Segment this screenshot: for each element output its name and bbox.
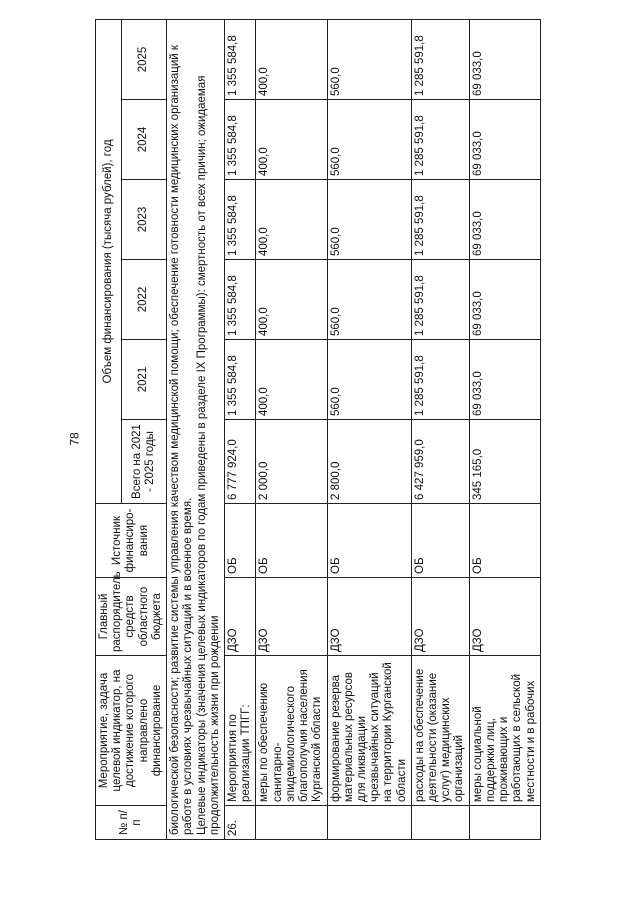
row-num: [411, 806, 469, 840]
header-2025: 2025: [122, 19, 167, 99]
header-source: Источник финансиро-вания: [96, 504, 167, 578]
row-source: ОБ: [411, 504, 469, 578]
row-total: 2 800,0: [327, 420, 411, 504]
row-manager: ДЗО: [327, 578, 411, 656]
rotated-sheet: [95, 20, 605, 840]
row-manager: ДЗО: [256, 578, 327, 656]
header-total: Всего на 2021 - 2025 годы: [122, 420, 167, 504]
header-2024: 2024: [122, 100, 167, 180]
header-num: № п/п: [96, 806, 167, 840]
row-2021: 1 355 584,8: [224, 340, 255, 420]
row-2024: 69 033,0: [469, 100, 540, 180]
row-num: 26.: [224, 806, 255, 840]
row-manager: ДЗО: [224, 578, 255, 656]
row-num: [327, 806, 411, 840]
row-source: ОБ: [224, 504, 255, 578]
financing-table: [95, 19, 541, 840]
header-2022: 2022: [122, 260, 167, 340]
row-measure: формирование резерва материальных ресурсов для ликвидации чрезвычайных ситуаций на территории Курганской области: [327, 656, 411, 806]
row-total: 6 777 924,0: [224, 420, 255, 504]
row-2024: 400,0: [256, 100, 327, 180]
row-2021: 400,0: [256, 340, 327, 420]
row-2025: 1 285 591,8: [411, 19, 469, 99]
row-source: ОБ: [469, 504, 540, 578]
row-2025: 560,0: [327, 19, 411, 99]
row-manager: ДЗО: [411, 578, 469, 656]
row-2022: 560,0: [327, 260, 411, 340]
page-number: 78: [67, 432, 82, 446]
row-2024: 1 355 584,8: [224, 100, 255, 180]
intro-text: биологической безопасности; развитие системы управления качеством медицинской помощи; обеспечение готовности медицинских организаций к работе в условиях чрезвычайных ситуаций и в военное время.: [169, 45, 195, 835]
row-total: 345 165,0: [469, 420, 540, 504]
row-2024: 560,0: [327, 100, 411, 180]
intro-row: [167, 19, 225, 839]
row-source: ОБ: [256, 504, 327, 578]
row-measure: Мероприятия по реализации ТПГГ:: [224, 656, 255, 806]
row-2023: 69 033,0: [469, 180, 540, 260]
row-2022: 1 285 591,8: [411, 260, 469, 340]
row-2023: 560,0: [327, 180, 411, 260]
row-total: 6 427 959,0: [411, 420, 469, 504]
row-2021: 1 285 591,8: [411, 340, 469, 420]
table-row: [411, 19, 469, 839]
row-total: 2 000,0: [256, 420, 327, 504]
row-2021: 69 033,0: [469, 340, 540, 420]
table-row: [327, 19, 411, 839]
row-2025: 69 033,0: [469, 19, 540, 99]
row-measure: меры по обеспечению санитарно-эпидемиологического благополучия населения Курганской области: [256, 656, 327, 806]
row-2022: 69 033,0: [469, 260, 540, 340]
row-measure: расходы на обеспечение деятельности (оказание услуг) медицинских организаций: [411, 656, 469, 806]
row-2022: 400,0: [256, 260, 327, 340]
table-row: [224, 19, 255, 839]
row-2023: 1 285 591,8: [411, 180, 469, 260]
header-manager: Главный распорядитель средств областного бюджета: [96, 578, 167, 656]
row-2023: 1 355 584,8: [224, 180, 255, 260]
indicators-text: Целевые индикаторы (значения целевых индикаторов по годам приведены в разделе IX Программы): смертность от всех причин; ожидаемая продолжительность жизни при рождении: [195, 75, 221, 835]
row-2022: 1 355 584,8: [224, 260, 255, 340]
table-row: [256, 19, 327, 839]
row-source: ОБ: [327, 504, 411, 578]
row-2025: 400,0: [256, 19, 327, 99]
row-2024: 1 285 591,8: [411, 100, 469, 180]
header-measure: Мероприятие, задача целевой индикатор, на достижение которого направлено финансирование: [96, 656, 167, 806]
row-num: [469, 806, 540, 840]
row-measure: меры социальной поддержки лиц, проживающих и работающих в сельской местности и в рабочих: [469, 656, 540, 806]
row-2021: 560,0: [327, 340, 411, 420]
row-2023: 400,0: [256, 180, 327, 260]
table-row: [469, 19, 540, 839]
header-2021: 2021: [122, 340, 167, 420]
row-2025: 1 355 584,8: [224, 19, 255, 99]
row-num: [256, 806, 327, 840]
header-2023: 2023: [122, 180, 167, 260]
header-volume: Объем финансирования (тысяча рублей), год: [96, 19, 122, 503]
row-manager: ДЗО: [469, 578, 540, 656]
table-body: [167, 19, 541, 839]
